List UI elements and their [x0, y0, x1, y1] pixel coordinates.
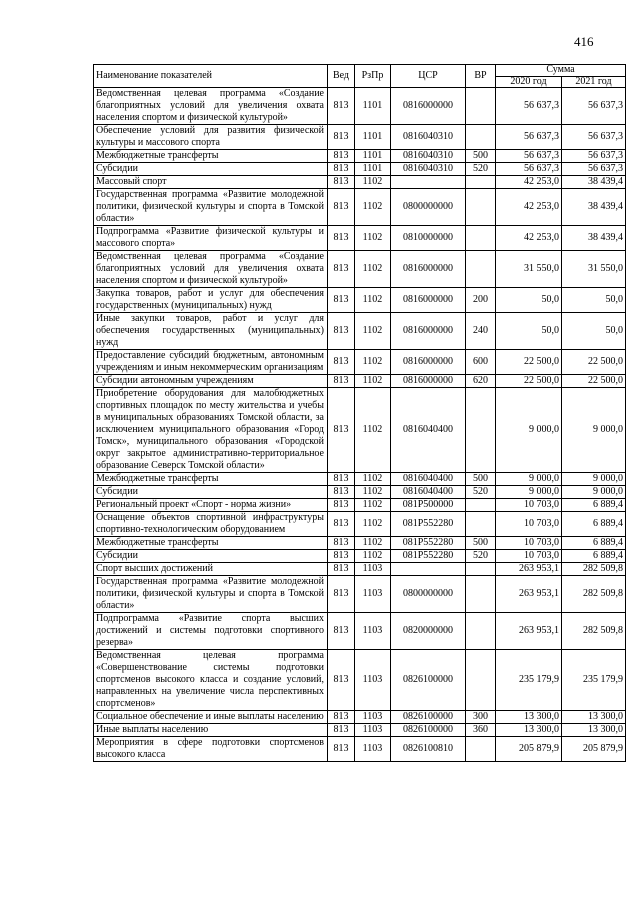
row-vr — [466, 650, 496, 711]
row-name: Иные выплаты населению — [94, 724, 328, 737]
row-rzpr: 1102 — [355, 313, 391, 350]
row-ved: 813 — [328, 251, 355, 288]
row-ved: 813 — [328, 125, 355, 150]
row-rzpr: 1102 — [355, 350, 391, 375]
row-ved: 813 — [328, 163, 355, 176]
header-year-2020: 2020 год — [496, 76, 562, 88]
row-sum-2021: 13 300,0 — [562, 724, 626, 737]
row-sum-2021: 22 500,0 — [562, 350, 626, 375]
row-ved: 813 — [328, 486, 355, 499]
row-rzpr: 1103 — [355, 613, 391, 650]
row-sum-2021: 9 000,0 — [562, 388, 626, 473]
row-sum-2020: 9 000,0 — [496, 486, 562, 499]
row-ved: 813 — [328, 288, 355, 313]
row-name: Подпрограмма «Развитие спорта высших достижений и системы подготовки спортивного резерва» — [94, 613, 328, 650]
row-ved: 813 — [328, 613, 355, 650]
row-ved: 813 — [328, 388, 355, 473]
row-ved: 813 — [328, 375, 355, 388]
row-rzpr: 1101 — [355, 88, 391, 125]
row-csr: 0820000000 — [391, 613, 466, 650]
row-sum-2021: 13 300,0 — [562, 711, 626, 724]
row-rzpr: 1101 — [355, 163, 391, 176]
row-sum-2020: 56 637,3 — [496, 150, 562, 163]
row-ved: 813 — [328, 650, 355, 711]
table-row — [94, 88, 626, 125]
row-ved: 813 — [328, 563, 355, 576]
row-rzpr: 1103 — [355, 650, 391, 711]
row-sum-2020: 13 300,0 — [496, 711, 562, 724]
header-row — [94, 65, 626, 77]
row-vr: 300 — [466, 711, 496, 724]
row-csr: 0810000000 — [391, 226, 466, 251]
row-sum-2021: 50,0 — [562, 288, 626, 313]
row-rzpr: 1103 — [355, 563, 391, 576]
row-rzpr: 1102 — [355, 499, 391, 512]
table-row — [94, 724, 626, 737]
row-sum-2021: 9 000,0 — [562, 473, 626, 486]
row-sum-2020: 56 637,3 — [496, 125, 562, 150]
row-vr: 520 — [466, 550, 496, 563]
row-rzpr: 1102 — [355, 375, 391, 388]
row-ved: 813 — [328, 737, 355, 762]
row-ved: 813 — [328, 88, 355, 125]
row-rzpr: 1102 — [355, 537, 391, 550]
table-row — [94, 163, 626, 176]
row-vr: 620 — [466, 375, 496, 388]
row-ved: 813 — [328, 550, 355, 563]
row-sum-2021: 6 889,4 — [562, 537, 626, 550]
row-sum-2021: 56 637,3 — [562, 88, 626, 125]
row-vr — [466, 176, 496, 189]
row-vr: 520 — [466, 486, 496, 499]
row-sum-2020: 9 000,0 — [496, 388, 562, 473]
row-sum-2020: 31 550,0 — [496, 251, 562, 288]
row-ved: 813 — [328, 576, 355, 613]
row-name: Ведомственная целевая программа «Создание благоприятных условий для увеличения охвата населения спортом и физической культурой» — [94, 251, 328, 288]
row-ved: 813 — [328, 711, 355, 724]
row-rzpr: 1102 — [355, 176, 391, 189]
row-csr — [391, 563, 466, 576]
table-row — [94, 737, 626, 762]
row-rzpr: 1102 — [355, 189, 391, 226]
row-csr: 0816000000 — [391, 313, 466, 350]
header-rzpr: РзПр — [355, 65, 391, 88]
row-vr — [466, 499, 496, 512]
row-rzpr: 1102 — [355, 251, 391, 288]
row-name: Субсидии — [94, 550, 328, 563]
row-name: Государственная программа «Развитие молодежной политики, физической культуры и спорта в Томской области» — [94, 576, 328, 613]
row-ved: 813 — [328, 150, 355, 163]
table-row — [94, 499, 626, 512]
row-name: Ведомственная целевая программа «Совершенствование системы подготовки спортсменов высокого класса и создание условий, направленных на увеличение числа перспективных спортсменов» — [94, 650, 328, 711]
row-csr: 0816040310 — [391, 150, 466, 163]
row-ved: 813 — [328, 499, 355, 512]
row-csr: 0826100000 — [391, 711, 466, 724]
row-name: Субсидии — [94, 486, 328, 499]
table-row — [94, 350, 626, 375]
row-vr: 600 — [466, 350, 496, 375]
row-vr: 500 — [466, 150, 496, 163]
row-rzpr: 1101 — [355, 150, 391, 163]
row-name: Государственная программа «Развитие молодежной политики, физической культуры и спорта в Томской области» — [94, 189, 328, 226]
header-name: Наименование показателей — [94, 65, 328, 88]
row-csr: 0816040400 — [391, 473, 466, 486]
row-vr — [466, 737, 496, 762]
row-name: Субсидии — [94, 163, 328, 176]
row-sum-2020: 50,0 — [496, 313, 562, 350]
row-sum-2021: 38 439,4 — [562, 226, 626, 251]
row-sum-2020: 263 953,1 — [496, 576, 562, 613]
row-name: Межбюджетные трансферты — [94, 537, 328, 550]
row-ved: 813 — [328, 537, 355, 550]
row-rzpr: 1103 — [355, 737, 391, 762]
table-row — [94, 375, 626, 388]
table-row — [94, 473, 626, 486]
row-vr — [466, 563, 496, 576]
row-csr: 0816000000 — [391, 350, 466, 375]
row-sum-2021: 38 439,4 — [562, 189, 626, 226]
row-name: Оснащение объектов спортивной инфраструктуры спортивно-технологическим оборудованием — [94, 512, 328, 537]
row-rzpr: 1102 — [355, 473, 391, 486]
row-sum-2021: 9 000,0 — [562, 486, 626, 499]
header-sum: Сумма — [496, 65, 626, 77]
row-vr — [466, 576, 496, 613]
row-ved: 813 — [328, 512, 355, 537]
table-row — [94, 563, 626, 576]
table-row — [94, 150, 626, 163]
row-vr — [466, 226, 496, 251]
table-row — [94, 189, 626, 226]
row-ved: 813 — [328, 226, 355, 251]
row-sum-2021: 38 439,4 — [562, 176, 626, 189]
row-sum-2021: 50,0 — [562, 313, 626, 350]
row-csr: 081P500000 — [391, 499, 466, 512]
table-row — [94, 613, 626, 650]
row-vr — [466, 125, 496, 150]
row-rzpr: 1102 — [355, 550, 391, 563]
row-sum-2020: 10 703,0 — [496, 550, 562, 563]
row-sum-2020: 22 500,0 — [496, 375, 562, 388]
row-sum-2020: 50,0 — [496, 288, 562, 313]
row-name: Подпрограмма «Развитие физической культуры и массового спорта» — [94, 226, 328, 251]
row-name: Иные закупки товаров, работ и услуг для обеспечения государственных (муниципальных) нужд — [94, 313, 328, 350]
row-sum-2020: 42 253,0 — [496, 189, 562, 226]
row-vr: 240 — [466, 313, 496, 350]
row-sum-2020: 10 703,0 — [496, 537, 562, 550]
table-row — [94, 226, 626, 251]
row-csr: 0816000000 — [391, 375, 466, 388]
row-ved: 813 — [328, 189, 355, 226]
row-sum-2020: 235 179,9 — [496, 650, 562, 711]
row-name: Обеспечение условий для развития физической культуры и массового спорта — [94, 125, 328, 150]
row-name: Субсидии автономным учреждениям — [94, 375, 328, 388]
row-sum-2021: 6 889,4 — [562, 550, 626, 563]
table-row — [94, 576, 626, 613]
row-sum-2020: 9 000,0 — [496, 473, 562, 486]
page-number: 416 — [574, 34, 594, 49]
row-sum-2021: 6 889,4 — [562, 512, 626, 537]
row-vr — [466, 613, 496, 650]
row-csr: 0800000000 — [391, 576, 466, 613]
row-name: Предоставление субсидий бюджетным, автономным учреждениям и иным некоммерческим организациям — [94, 350, 328, 375]
row-vr — [466, 88, 496, 125]
row-sum-2021: 282 509,8 — [562, 613, 626, 650]
row-ved: 813 — [328, 724, 355, 737]
row-rzpr: 1103 — [355, 576, 391, 613]
row-csr: 0800000000 — [391, 189, 466, 226]
header-vr: ВР — [466, 65, 496, 88]
row-csr: 0816040310 — [391, 163, 466, 176]
row-sum-2020: 42 253,0 — [496, 226, 562, 251]
row-sum-2020: 56 637,3 — [496, 163, 562, 176]
table-row — [94, 288, 626, 313]
row-sum-2020: 56 637,3 — [496, 88, 562, 125]
row-rzpr: 1103 — [355, 724, 391, 737]
row-sum-2021: 6 889,4 — [562, 499, 626, 512]
row-rzpr: 1103 — [355, 711, 391, 724]
row-vr — [466, 251, 496, 288]
row-sum-2020: 10 703,0 — [496, 512, 562, 537]
row-sum-2021: 56 637,3 — [562, 163, 626, 176]
row-sum-2020: 22 500,0 — [496, 350, 562, 375]
row-vr: 200 — [466, 288, 496, 313]
row-vr — [466, 388, 496, 473]
row-ved: 813 — [328, 313, 355, 350]
row-sum-2020: 263 953,1 — [496, 563, 562, 576]
row-vr: 500 — [466, 537, 496, 550]
row-csr: 0816000000 — [391, 251, 466, 288]
row-ved: 813 — [328, 176, 355, 189]
row-sum-2021: 56 637,3 — [562, 150, 626, 163]
row-ved: 813 — [328, 473, 355, 486]
table-row — [94, 537, 626, 550]
row-vr: 520 — [466, 163, 496, 176]
row-name: Ведомственная целевая программа «Создание благоприятных условий для увеличения охвата населения спортом и физической культурой» — [94, 88, 328, 125]
row-name: Приобретение оборудования для малобюджетных спортивных площадок по месту жительства и учебы в муниципальных образованиях Томской области, за исключением муниципального образования «Город Томск», муниципального образования «Городской округ закрытое административно-территориальное образование Северск Томской области» — [94, 388, 328, 473]
table-row — [94, 176, 626, 189]
row-vr — [466, 512, 496, 537]
table-row — [94, 388, 626, 473]
row-sum-2021: 56 637,3 — [562, 125, 626, 150]
row-rzpr: 1102 — [355, 512, 391, 537]
row-csr: 081P552280 — [391, 537, 466, 550]
row-sum-2021: 22 500,0 — [562, 375, 626, 388]
row-csr: 081P552280 — [391, 550, 466, 563]
row-sum-2021: 282 509,8 — [562, 563, 626, 576]
row-name: Спорт высших достижений — [94, 563, 328, 576]
row-name: Мероприятия в сфере подготовки спортсменов высокого класса — [94, 737, 328, 762]
row-csr — [391, 176, 466, 189]
table-row — [94, 512, 626, 537]
row-csr: 0826100810 — [391, 737, 466, 762]
row-rzpr: 1102 — [355, 486, 391, 499]
row-csr: 0816040400 — [391, 486, 466, 499]
row-csr: 0826100000 — [391, 650, 466, 711]
table-row — [94, 550, 626, 563]
row-sum-2021: 235 179,9 — [562, 650, 626, 711]
row-csr: 0816000000 — [391, 88, 466, 125]
row-sum-2020: 205 879,9 — [496, 737, 562, 762]
row-vr: 500 — [466, 473, 496, 486]
row-name: Региональный проект «Спорт - норма жизни» — [94, 499, 328, 512]
row-sum-2020: 263 953,1 — [496, 613, 562, 650]
row-rzpr: 1101 — [355, 125, 391, 150]
row-sum-2021: 205 879,9 — [562, 737, 626, 762]
row-name: Закупка товаров, работ и услуг для обеспечения государственных (муниципальных) нужд — [94, 288, 328, 313]
row-rzpr: 1102 — [355, 226, 391, 251]
table-row — [94, 251, 626, 288]
row-name: Социальное обеспечение и иные выплаты населению — [94, 711, 328, 724]
header-year-2021: 2021 год — [562, 76, 626, 88]
row-vr: 360 — [466, 724, 496, 737]
row-csr: 081P552280 — [391, 512, 466, 537]
row-sum-2020: 13 300,0 — [496, 724, 562, 737]
row-name: Массовый спорт — [94, 176, 328, 189]
table-row — [94, 486, 626, 499]
header-csr: ЦСР — [391, 65, 466, 88]
row-sum-2021: 282 509,8 — [562, 576, 626, 613]
table-row — [94, 650, 626, 711]
row-ved: 813 — [328, 350, 355, 375]
budget-table — [93, 64, 626, 762]
table-row — [94, 313, 626, 350]
row-vr — [466, 189, 496, 226]
row-rzpr: 1102 — [355, 388, 391, 473]
table-body — [94, 88, 626, 762]
row-rzpr: 1102 — [355, 288, 391, 313]
row-name: Межбюджетные трансферты — [94, 473, 328, 486]
row-sum-2021: 31 550,0 — [562, 251, 626, 288]
row-csr: 0816040310 — [391, 125, 466, 150]
row-sum-2020: 42 253,0 — [496, 176, 562, 189]
row-csr: 0816000000 — [391, 288, 466, 313]
row-sum-2020: 10 703,0 — [496, 499, 562, 512]
row-csr: 0826100000 — [391, 724, 466, 737]
row-csr: 0816040400 — [391, 388, 466, 473]
table-row — [94, 711, 626, 724]
table-row — [94, 125, 626, 150]
header-ved: Вед — [328, 65, 355, 88]
row-name: Межбюджетные трансферты — [94, 150, 328, 163]
